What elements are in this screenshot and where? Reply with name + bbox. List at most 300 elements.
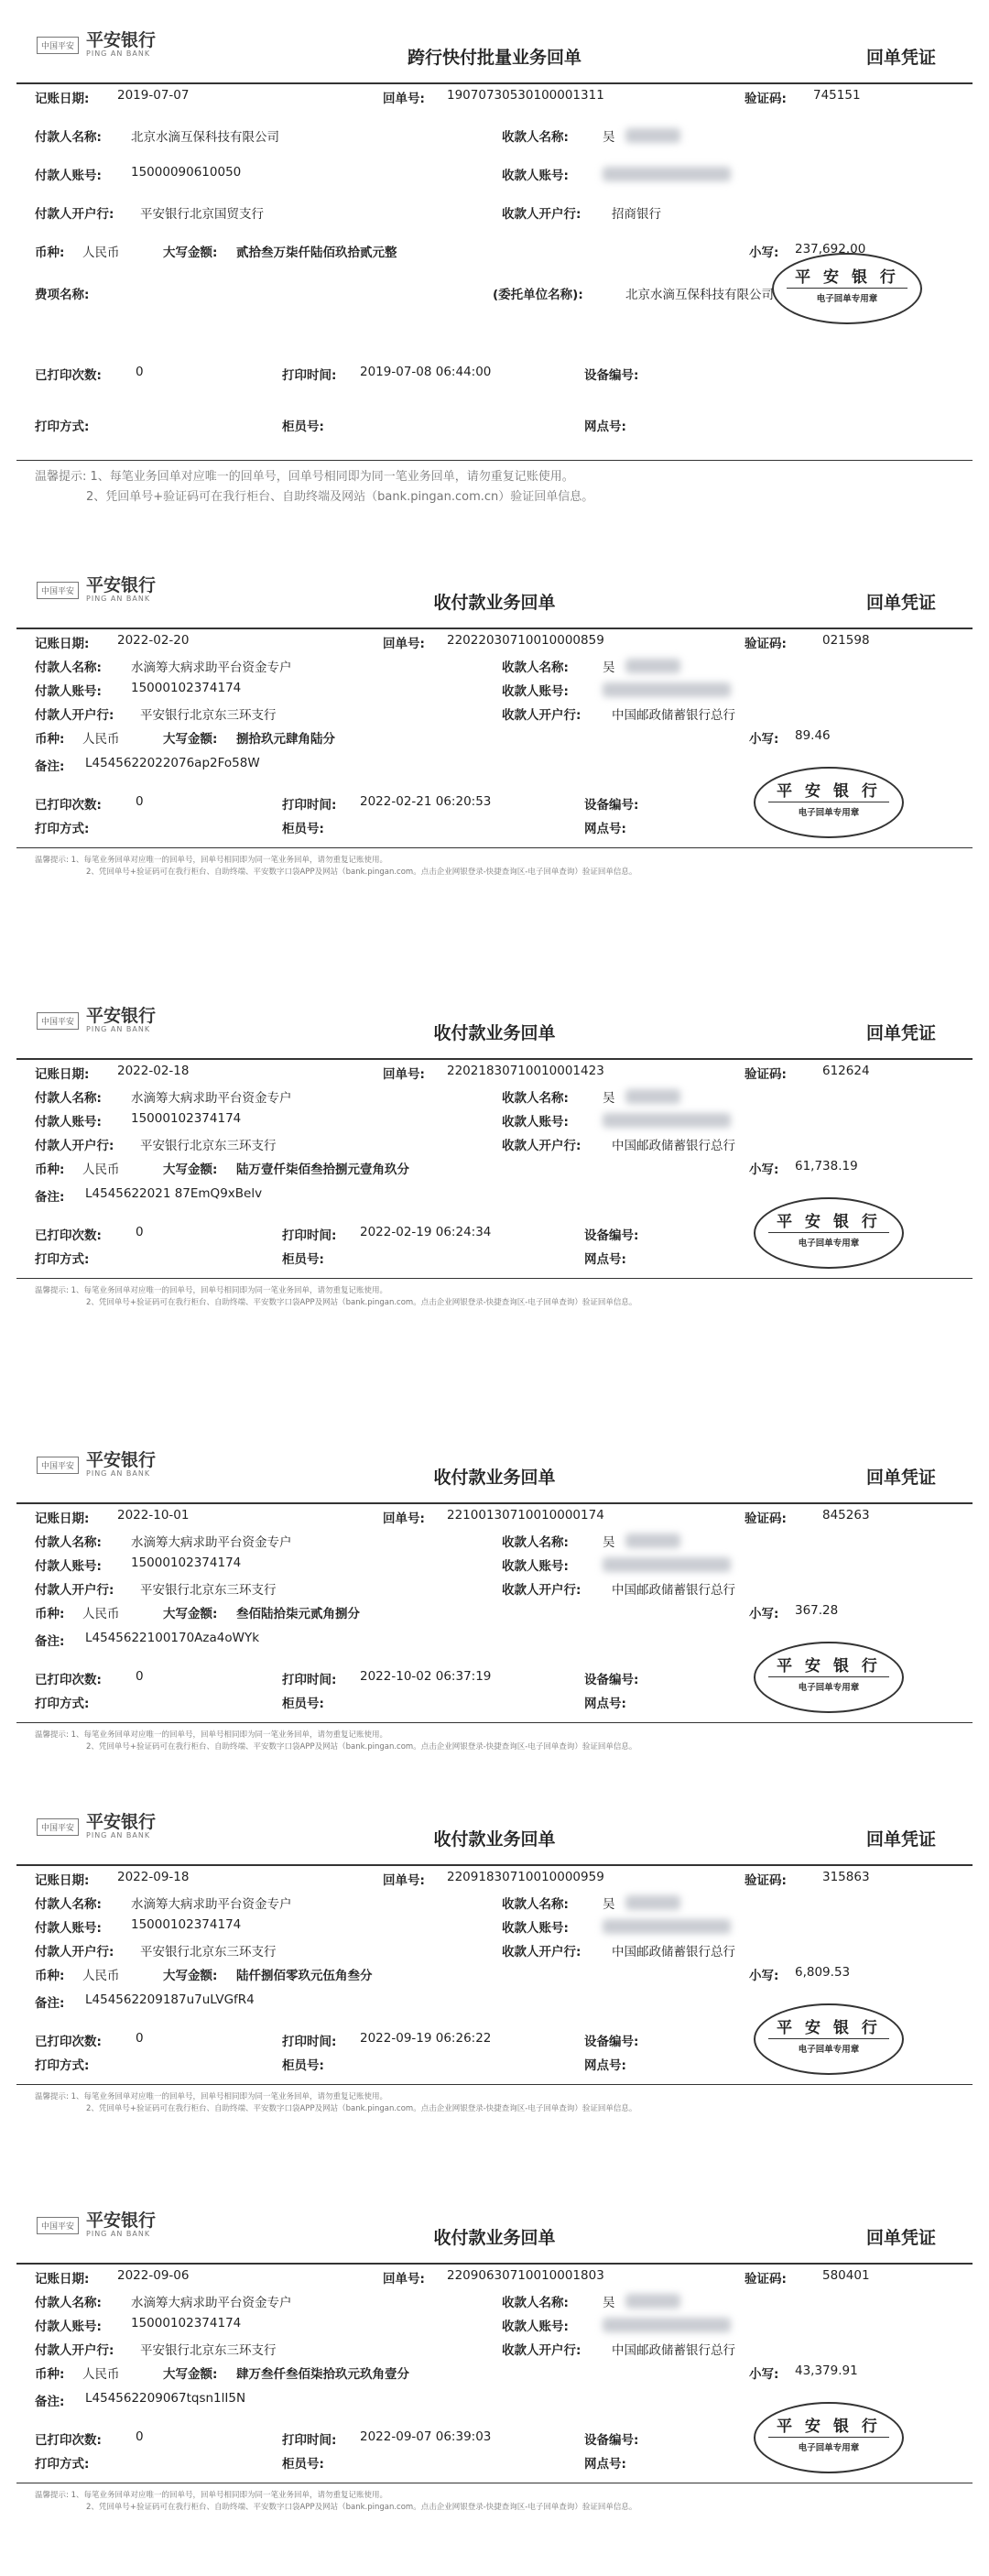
- row-print: [16, 2031, 973, 2053]
- label-teller: 柜员号:: [282, 1252, 324, 1267]
- value-upper: 肆万叁仟叁佰柒拾玖元玖角壹分: [236, 2367, 409, 2382]
- row-amount: [16, 1603, 973, 1625]
- value-code: 021598: [822, 633, 870, 648]
- label-receipt: 回单号:: [383, 1512, 425, 1526]
- value-payee-bank: 中国邮政储蓄银行总行: [612, 1139, 735, 1153]
- label-printtime: 打印时间:: [282, 368, 337, 383]
- value-upper: 捌拾玖元肆角陆分: [236, 732, 335, 747]
- row-date: [16, 1508, 973, 1530]
- label-payer-bank: 付款人开户行:: [35, 1139, 114, 1153]
- seal-text-purpose: 电子回单专用章: [798, 2045, 860, 2055]
- label-device: 设备编号:: [584, 1673, 639, 1687]
- value-currency: 人民币: [82, 2367, 120, 2382]
- value-lower: 237,692.00: [795, 242, 866, 257]
- label-upper: 大写金额:: [163, 246, 218, 260]
- logo-small-box: 中国平安: [37, 1012, 79, 1030]
- value-printtime: 2022-02-21 06:20:53: [360, 794, 492, 809]
- tips: [35, 2091, 936, 2115]
- row-payer: [16, 126, 973, 148]
- row-date: [16, 1064, 973, 1086]
- label-printmode: 打印方式:: [35, 2058, 90, 2073]
- value-upper: 叁佰陆拾柒元贰角捌分: [236, 1607, 360, 1621]
- value-currency: 人民币: [82, 1969, 120, 1983]
- value-entrust: 北京水滴互保科技有限公司: [625, 288, 774, 302]
- seal-text-purpose: 电子回单专用章: [816, 294, 878, 304]
- label-printmode: 打印方式:: [35, 822, 90, 836]
- label-payer-bank: 付款人开户行:: [35, 1583, 114, 1598]
- value-receipt: 22022030710010000859: [447, 633, 604, 648]
- label-currency: 币种:: [35, 1607, 65, 1621]
- receipt-6: [16, 2199, 973, 2512]
- logo-name: 平安银行: [86, 30, 157, 50]
- label-receipt: 回单号:: [383, 2272, 425, 2287]
- label-lower: 小写:: [749, 1607, 779, 1621]
- value-printtime: 2022-09-19 06:26:22: [360, 2031, 492, 2046]
- label-receipt: 回单号:: [383, 1067, 425, 1082]
- label-branch: 网点号:: [584, 2457, 626, 2472]
- tip-label: 温馨提示:: [35, 470, 87, 484]
- credential-label: 回单凭证: [865, 48, 936, 68]
- label-payer-acct: 付款人账号:: [35, 169, 102, 183]
- value-date: 2022-09-06: [117, 2268, 190, 2283]
- label-device: 设备编号:: [584, 2035, 639, 2049]
- value-printcount: 0: [136, 1225, 144, 1239]
- redacted-payee-acct: [603, 1113, 731, 1128]
- value-upper: 陆万壹仟柒佰叁拾捌元壹角玖分: [236, 1162, 409, 1177]
- seal-text-purpose: 电子回单专用章: [798, 1683, 860, 1693]
- value-lower: 6,809.53: [795, 1965, 851, 1980]
- value-payer-acct: 15000090610050: [131, 165, 242, 180]
- receipt-header: [16, 18, 973, 84]
- label-upper: 大写金额:: [163, 1162, 218, 1177]
- row-amount: [16, 728, 973, 750]
- receipt-header: [16, 563, 973, 629]
- label-payer: 付款人名称:: [35, 1091, 102, 1106]
- label-date: 记账日期:: [35, 1873, 90, 1888]
- row-date: [16, 1870, 973, 1892]
- row-account: [16, 1111, 973, 1133]
- seal-text-purpose: 电子回单专用章: [798, 808, 860, 818]
- logo-small-box: 中国平安: [37, 2217, 79, 2234]
- value-remark: L454562209187u7uLVGfR4: [85, 1992, 255, 2007]
- label-upper: 大写金额:: [163, 1607, 218, 1621]
- label-payee-acct: 收款人账号:: [502, 169, 569, 183]
- row-account: [16, 165, 973, 187]
- label-date: 记账日期:: [35, 92, 90, 106]
- label-upper: 大写金额:: [163, 1969, 218, 1983]
- label-payee-bank: 收款人开户行:: [502, 1139, 581, 1153]
- row-print2: [16, 1249, 973, 1271]
- receipt-header: [16, 2199, 973, 2265]
- value-code: 315863: [822, 1870, 870, 1884]
- label-lower: 小写:: [749, 2367, 779, 2382]
- bank-seal: [772, 253, 922, 324]
- value-payer: 水滴筹大病求助平台资金专户: [131, 1091, 292, 1106]
- label-payee-acct: 收款人账号:: [502, 1559, 569, 1574]
- label-branch: 网点号:: [584, 1252, 626, 1267]
- value-payee-bank: 中国邮政储蓄银行总行: [612, 708, 735, 723]
- label-branch: 网点号:: [584, 822, 626, 836]
- label-branch: 网点号:: [584, 420, 626, 434]
- row-bank: [16, 2340, 973, 2362]
- tip-label: 温馨提示:: [35, 2092, 69, 2101]
- label-printtime: 打印时间:: [282, 1228, 337, 1243]
- seal-text-purpose: 电子回单专用章: [798, 1239, 860, 1249]
- value-upper: 陆仟捌佰零玖元伍角叁分: [236, 1969, 373, 1983]
- tip-line-2: 2、凭回单号+验证码可在我行柜台、自助终端、平安数字口袋APP及网站（bank.pingan.com。点击企业网银登录-快捷查询区-电子回单查询）验证回单信息。: [86, 868, 637, 877]
- label-printcount: 已打印次数:: [35, 1673, 102, 1687]
- value-printcount: 0: [136, 794, 144, 809]
- value-date: 2022-09-18: [117, 1870, 190, 1884]
- value-date: 2019-07-07: [117, 88, 190, 103]
- redacted-payee-acct: [603, 2318, 731, 2332]
- row-print2: [16, 818, 973, 840]
- label-payee-bank: 收款人开户行:: [502, 708, 581, 723]
- separator: [16, 460, 973, 461]
- label-payer-bank: 付款人开户行:: [35, 207, 114, 222]
- label-date: 记账日期:: [35, 1067, 90, 1082]
- value-payee: 吴: [603, 1897, 615, 1912]
- logo-small-box: 中国平安: [37, 1818, 79, 1836]
- value-remark: L454562209067tqsn1lI5N: [85, 2391, 246, 2406]
- label-device: 设备编号:: [584, 798, 639, 813]
- value-payer: 水滴筹大病求助平台资金专户: [131, 2296, 292, 2310]
- tips: [35, 1285, 936, 1309]
- value-payer-acct: 15000102374174: [131, 2316, 242, 2330]
- logo-en: PING AN BANK: [86, 595, 151, 603]
- label-receipt: 回单号:: [383, 637, 425, 651]
- logo-small-box: 中国平安: [37, 1457, 79, 1474]
- label-teller: 柜员号:: [282, 822, 324, 836]
- value-printcount: 0: [136, 2429, 144, 2444]
- tips: [35, 855, 936, 879]
- label-code: 验证码:: [744, 1067, 787, 1082]
- label-fee: 费项名称:: [35, 288, 90, 302]
- value-printtime: 2022-09-07 06:39:03: [360, 2429, 492, 2444]
- value-code: 845263: [822, 1508, 870, 1523]
- seal-text-bank: 平 安 银 行: [777, 782, 881, 801]
- label-teller: 柜员号:: [282, 420, 324, 434]
- logo-en: PING AN BANK: [86, 1831, 151, 1839]
- receipt-header: [16, 1438, 973, 1504]
- redacted-payee-acct: [603, 1919, 731, 1934]
- credential-label: 回单凭证: [865, 1829, 936, 1850]
- label-device: 设备编号:: [584, 368, 639, 383]
- label-teller: 柜员号:: [282, 2457, 324, 2472]
- value-payer-bank: 平安银行北京东三环支行: [140, 1583, 277, 1598]
- label-printcount: 已打印次数:: [35, 798, 102, 813]
- value-payee: 吴: [603, 130, 615, 145]
- row-print: [16, 2429, 973, 2451]
- row-payer: [16, 657, 973, 679]
- receipt-title: 收付款业务回单: [433, 1023, 556, 1043]
- label-lower: 小写:: [749, 732, 779, 747]
- label-device: 设备编号:: [584, 2433, 639, 2448]
- value-receipt: 22021830710010001423: [447, 1064, 604, 1078]
- value-payer-acct: 15000102374174: [131, 1111, 242, 1126]
- redacted-payee-acct: [603, 167, 731, 181]
- logo-en: PING AN BANK: [86, 1025, 151, 1033]
- logo-name: 平安银行: [86, 1450, 157, 1470]
- receipt-title: 收付款业务回单: [433, 2228, 556, 2248]
- value-payer-bank: 平安银行北京东三环支行: [140, 1945, 277, 1959]
- value-remark: L4545622100170Aza4oWYk: [85, 1631, 260, 1645]
- value-payer-acct: 15000102374174: [131, 681, 242, 695]
- row-bank: [16, 1135, 973, 1157]
- receipt-header: [16, 994, 973, 1060]
- tip-line-1: 1、每笔业务回单对应唯一的回单号，回单号相同即为同一笔业务回单，请勿重复记账使用。: [71, 2491, 387, 2500]
- label-code: 验证码:: [744, 1512, 787, 1526]
- label-printcount: 已打印次数:: [35, 1228, 102, 1243]
- tip-line-1: 1、每笔业务回单对应唯一的回单号，回单号相同即为同一笔业务回单，请勿重复记账使用。: [71, 856, 387, 865]
- label-remark: 备注:: [35, 2395, 65, 2409]
- label-teller: 柜员号:: [282, 1697, 324, 1711]
- row-print: [16, 1225, 973, 1247]
- label-payee-bank: 收款人开户行:: [502, 1583, 581, 1598]
- receipt-2: [16, 563, 973, 877]
- row-print2: [16, 2055, 973, 2077]
- value-payee: 吴: [603, 1091, 615, 1106]
- label-payee-acct: 收款人账号:: [502, 1921, 569, 1936]
- value-lower: 367.28: [795, 1603, 839, 1618]
- separator: [16, 2084, 973, 2085]
- row-account: [16, 2316, 973, 2338]
- value-payee: 吴: [603, 2296, 615, 2310]
- label-entrust: (委托单位名称):: [493, 288, 583, 302]
- value-payer-bank: 平安银行北京东三环支行: [140, 2343, 277, 2358]
- tip-line-1: 1、每笔业务回单对应唯一的回单号，回单号相同即为同一笔业务回单，请勿重复记账使用。: [71, 1286, 387, 1295]
- value-currency: 人民币: [82, 246, 120, 260]
- label-payer: 付款人名称:: [35, 2296, 102, 2310]
- label-printmode: 打印方式:: [35, 1697, 90, 1711]
- tips: [35, 467, 936, 508]
- row-date: [16, 2268, 973, 2290]
- logo-name: 平安银行: [86, 2210, 157, 2231]
- tip-label: 温馨提示:: [35, 2491, 69, 2500]
- tip-line-2: 2、凭回单号+验证码可在我行柜台、自助终端、平安数字口袋APP及网站（bank.pingan.com。点击企业网银登录-快捷查询区-电子回单查询）验证回单信息。: [86, 1298, 637, 1307]
- label-payer: 付款人名称:: [35, 660, 102, 675]
- value-payer: 水滴筹大病求助平台资金专户: [131, 1535, 292, 1550]
- row-amount: [16, 1159, 973, 1181]
- value-payer-bank: 平安银行北京东三环支行: [140, 708, 277, 723]
- value-remark: L4545622021 87EmQ9xBelv: [85, 1186, 263, 1201]
- receipt-title: 收付款业务回单: [433, 593, 556, 613]
- receipt-header: [16, 1800, 973, 1866]
- value-payer: 水滴筹大病求助平台资金专户: [131, 660, 292, 675]
- label-payee-acct: 收款人账号:: [502, 1115, 569, 1130]
- label-payee-acct: 收款人账号:: [502, 684, 569, 699]
- label-currency: 币种:: [35, 2367, 65, 2382]
- value-printcount: 0: [136, 1669, 144, 1684]
- label-payer-acct: 付款人账号:: [35, 684, 102, 699]
- seal-text-bank: 平 安 银 行: [777, 2418, 881, 2436]
- row-bank: [16, 1579, 973, 1601]
- label-lower: 小写:: [749, 1162, 779, 1177]
- tips: [35, 1730, 936, 1753]
- value-date: 2022-10-01: [117, 1508, 190, 1523]
- value-receipt: 19070730530100001311: [447, 88, 604, 103]
- label-remark: 备注:: [35, 759, 65, 774]
- label-printmode: 打印方式:: [35, 2457, 90, 2472]
- label-date: 记账日期:: [35, 637, 90, 651]
- label-payee-acct: 收款人账号:: [502, 2319, 569, 2334]
- redacted-payee: [625, 659, 680, 673]
- value-payer-acct: 15000102374174: [131, 1917, 242, 1932]
- value-printtime: 2022-10-02 06:37:19: [360, 1669, 492, 1684]
- label-payer-acct: 付款人账号:: [35, 1559, 102, 1574]
- label-payer-acct: 付款人账号:: [35, 2319, 102, 2334]
- separator: [16, 1278, 973, 1279]
- value-printcount: 0: [136, 2031, 144, 2046]
- label-branch: 网点号:: [584, 2058, 626, 2073]
- seal-text-bank: 平 安 银 行: [777, 2019, 881, 2037]
- value-payee: 吴: [603, 660, 615, 675]
- label-teller: 柜员号:: [282, 2058, 324, 2073]
- label-receipt: 回单号:: [383, 1873, 425, 1888]
- tip-label: 温馨提示:: [35, 1730, 69, 1740]
- label-code: 验证码:: [744, 2272, 787, 2287]
- label-printmode: 打印方式:: [35, 1252, 90, 1267]
- value-date: 2022-02-20: [117, 633, 190, 648]
- receipt-4: [16, 1438, 973, 1752]
- row-print: [16, 1669, 973, 1691]
- row-print2: [16, 1693, 973, 1715]
- redacted-payee-acct: [603, 1557, 731, 1572]
- tip-line-2: 2、凭回单号+验证码可在我行柜台、自助终端、平安数字口袋APP及网站（bank.pingan.com。点击企业网银登录-快捷查询区-电子回单查询）验证回单信息。: [86, 2104, 637, 2113]
- value-lower: 89.46: [795, 728, 831, 743]
- label-currency: 币种:: [35, 246, 65, 260]
- redacted-payee: [625, 1534, 680, 1548]
- logo-en: PING AN BANK: [86, 2230, 151, 2238]
- row-date: [16, 88, 973, 110]
- seal-text-bank: 平 安 银 行: [777, 1657, 881, 1675]
- row-account: [16, 1917, 973, 1939]
- label-payee: 收款人名称:: [502, 660, 569, 675]
- redacted-payee: [625, 2294, 680, 2309]
- tip-line-1: 1、每笔业务回单对应唯一的回单号，回单号相同即为同一笔业务回单，请勿重复记账使用。: [71, 2092, 387, 2101]
- logo-name: 平安银行: [86, 1006, 157, 1026]
- label-upper: 大写金额:: [163, 2367, 218, 2382]
- label-payer-bank: 付款人开户行:: [35, 708, 114, 723]
- receipt-title: 收付款业务回单: [433, 1829, 556, 1850]
- tip-line-2: 2、凭回单号+验证码可在我行柜台、自助终端、平安数字口袋APP及网站（bank.pingan.com。点击企业网银登录-快捷查询区-电子回单查询）验证回单信息。: [86, 2503, 637, 2512]
- label-payee-bank: 收款人开户行:: [502, 207, 581, 222]
- value-payee-bank: 招商银行: [612, 207, 661, 222]
- logo-name: 平安银行: [86, 1812, 157, 1832]
- label-printmode: 打印方式:: [35, 420, 90, 434]
- value-payee: 吴: [603, 1535, 615, 1550]
- label-device: 设备编号:: [584, 1228, 639, 1243]
- value-payee-bank: 中国邮政储蓄银行总行: [612, 1945, 735, 1959]
- tip-line-2: 2、凭回单号+验证码可在我行柜台、自助终端及网站（bank.pingan.com.cn）验证回单信息。: [86, 490, 594, 504]
- value-code: 580401: [822, 2268, 870, 2283]
- row-date: [16, 633, 973, 655]
- credential-label: 回单凭证: [865, 1468, 936, 1488]
- label-payee: 收款人名称:: [502, 130, 569, 145]
- label-payer: 付款人名称:: [35, 1535, 102, 1550]
- label-upper: 大写金额:: [163, 732, 218, 747]
- label-payer: 付款人名称:: [35, 130, 102, 145]
- row-print2: [16, 416, 973, 438]
- tip-line-2: 2、凭回单号+验证码可在我行柜台、自助终端、平安数字口袋APP及网站（bank.pingan.com。点击企业网银登录-快捷查询区-电子回单查询）验证回单信息。: [86, 1742, 637, 1752]
- value-currency: 人民币: [82, 1607, 120, 1621]
- row-print: [16, 365, 973, 387]
- label-printcount: 已打印次数:: [35, 2035, 102, 2049]
- row-amount: [16, 1965, 973, 1987]
- row-account: [16, 1555, 973, 1577]
- credential-label: 回单凭证: [865, 1023, 936, 1043]
- credential-label: 回单凭证: [865, 593, 936, 613]
- label-payer: 付款人名称:: [35, 1897, 102, 1912]
- row-print2: [16, 2453, 973, 2475]
- credential-label: 回单凭证: [865, 2228, 936, 2248]
- value-receipt: 22090630710010001803: [447, 2268, 604, 2283]
- label-currency: 币种:: [35, 732, 65, 747]
- label-code: 验证码:: [744, 1873, 787, 1888]
- redacted-payee: [625, 1089, 680, 1104]
- row-print: [16, 794, 973, 816]
- label-currency: 币种:: [35, 1162, 65, 1177]
- separator: [16, 847, 973, 848]
- label-lower: 小写:: [749, 246, 779, 260]
- value-lower: 43,379.91: [795, 2363, 858, 2378]
- tips: [35, 2490, 936, 2514]
- value-payer: 北京水滴互保科技有限公司: [131, 130, 279, 145]
- label-remark: 备注:: [35, 1190, 65, 1205]
- value-upper: 贰拾叁万柒仟陆佰玖拾贰元整: [236, 246, 397, 260]
- label-payee: 收款人名称:: [502, 1091, 569, 1106]
- seal-text-bank: 平 安 银 行: [777, 1213, 881, 1231]
- logo-en: PING AN BANK: [86, 49, 151, 58]
- row-bank: [16, 704, 973, 726]
- row-payer: [16, 2292, 973, 2314]
- value-lower: 61,738.19: [795, 1159, 858, 1173]
- label-printtime: 打印时间:: [282, 2433, 337, 2448]
- label-payee-bank: 收款人开户行:: [502, 1945, 581, 1959]
- seal-text-purpose: 电子回单专用章: [798, 2443, 860, 2453]
- label-printcount: 已打印次数:: [35, 2433, 102, 2448]
- value-code: 612624: [822, 1064, 870, 1078]
- label-remark: 备注:: [35, 1634, 65, 1649]
- label-date: 记账日期:: [35, 2272, 90, 2287]
- value-remark: L4545622022076ap2Fo58W: [85, 756, 260, 770]
- label-receipt: 回单号:: [383, 92, 425, 106]
- row-bank: [16, 1941, 973, 1963]
- label-printtime: 打印时间:: [282, 1673, 337, 1687]
- value-printcount: 0: [136, 365, 144, 379]
- label-payee: 收款人名称:: [502, 1535, 569, 1550]
- label-payer-bank: 付款人开户行:: [35, 1945, 114, 1959]
- value-payee-bank: 中国邮政储蓄银行总行: [612, 2343, 735, 2358]
- label-code: 验证码:: [744, 92, 787, 106]
- value-receipt: 22100130710010000174: [447, 1508, 604, 1523]
- receipt-title: 跨行快付批量业务回单: [407, 48, 581, 68]
- row-payer: [16, 1894, 973, 1916]
- label-payee-bank: 收款人开户行:: [502, 2343, 581, 2358]
- label-lower: 小写:: [749, 1969, 779, 1983]
- label-printcount: 已打印次数:: [35, 368, 102, 383]
- label-payer-acct: 付款人账号:: [35, 1115, 102, 1130]
- separator: [16, 1722, 973, 1723]
- value-printtime: 2019-07-08 06:44:00: [360, 365, 492, 379]
- row-payer: [16, 1087, 973, 1109]
- value-currency: 人民币: [82, 1162, 120, 1177]
- label-branch: 网点号:: [584, 1697, 626, 1711]
- receipt-title: 收付款业务回单: [433, 1468, 556, 1488]
- redacted-payee: [625, 1895, 680, 1910]
- label-currency: 币种:: [35, 1969, 65, 1983]
- label-printtime: 打印时间:: [282, 2035, 337, 2049]
